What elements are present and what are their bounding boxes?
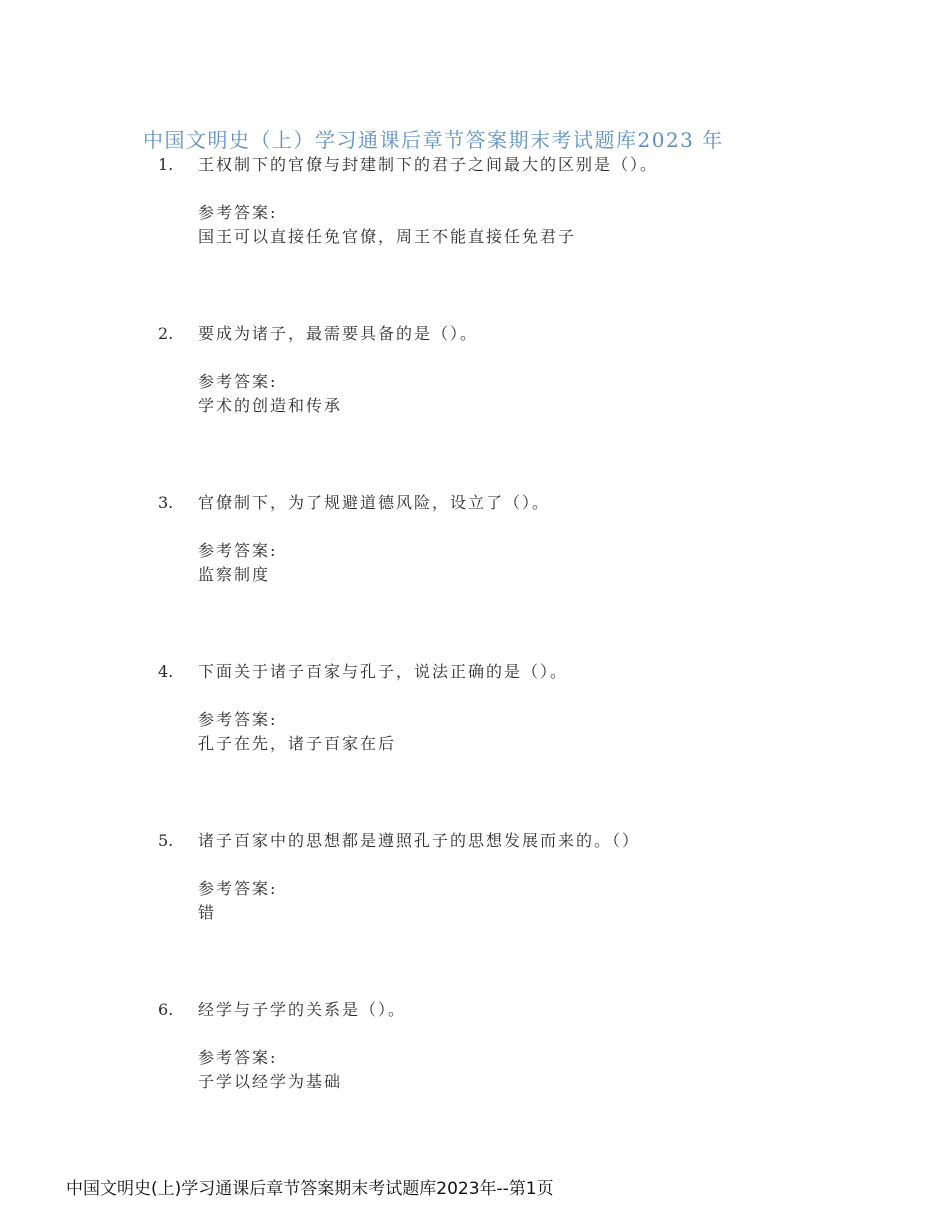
question-text: 要成为诸子，最需要具备的是（）。 [198,324,479,343]
answer-text: 学术的创造和传承 [198,396,343,415]
question-1 [158,153,898,246]
question-line [158,153,898,177]
answer-text: 监察制度 [198,565,271,584]
question-text: 诸子百家中的思想都是遵照孔子的思想发展而来的。（） [198,831,641,850]
question-number: 2. [158,324,174,343]
answer-text: 错 [198,903,217,922]
question-line [158,998,898,1022]
question-line [158,322,898,346]
answer-label: 参考答案: [198,541,278,560]
question-text: 官僚制下，为了规避道德风险，设立了（）。 [198,493,551,512]
answer-text: 国王可以直接任免官僚，周王不能直接任免君子 [198,227,577,246]
question-2 [158,322,898,415]
question-number: 5. [158,831,174,850]
answer-label: 参考答案: [198,710,278,729]
question-6 [158,998,898,1091]
answer-label: 参考答案: [198,203,278,222]
question-text: 王权制下的官僚与封建制下的君子之间最大的区别是（）。 [198,155,659,174]
answer-label: 参考答案: [198,372,278,391]
question-4 [158,660,898,753]
answer-label: 参考答案: [198,879,278,898]
page-title: 中国文明史（上）学习通课后章节答案期末考试题库2023 年 [143,128,724,152]
answer-text: 子学以经学为基础 [198,1072,343,1091]
question-number: 1. [158,155,174,174]
answer-label: 参考答案: [198,1048,278,1067]
question-line [158,829,898,853]
question-line [158,660,898,684]
question-text: 经学与子学的关系是（）。 [198,1000,407,1019]
question-number: 4. [158,662,174,681]
question-text: 下面关于诸子百家与孔子，说法正确的是（）。 [198,662,569,681]
question-line [158,491,898,515]
question-5 [158,829,898,922]
question-number: 6. [158,1000,174,1019]
question-3 [158,491,898,584]
answer-text: 孔子在先，诸子百家在后 [198,734,397,753]
page-footer: 中国文明史(上)学习通课后章节答案期末考试题库2023年--第1页 [66,1179,554,1199]
question-number: 3. [158,493,174,512]
